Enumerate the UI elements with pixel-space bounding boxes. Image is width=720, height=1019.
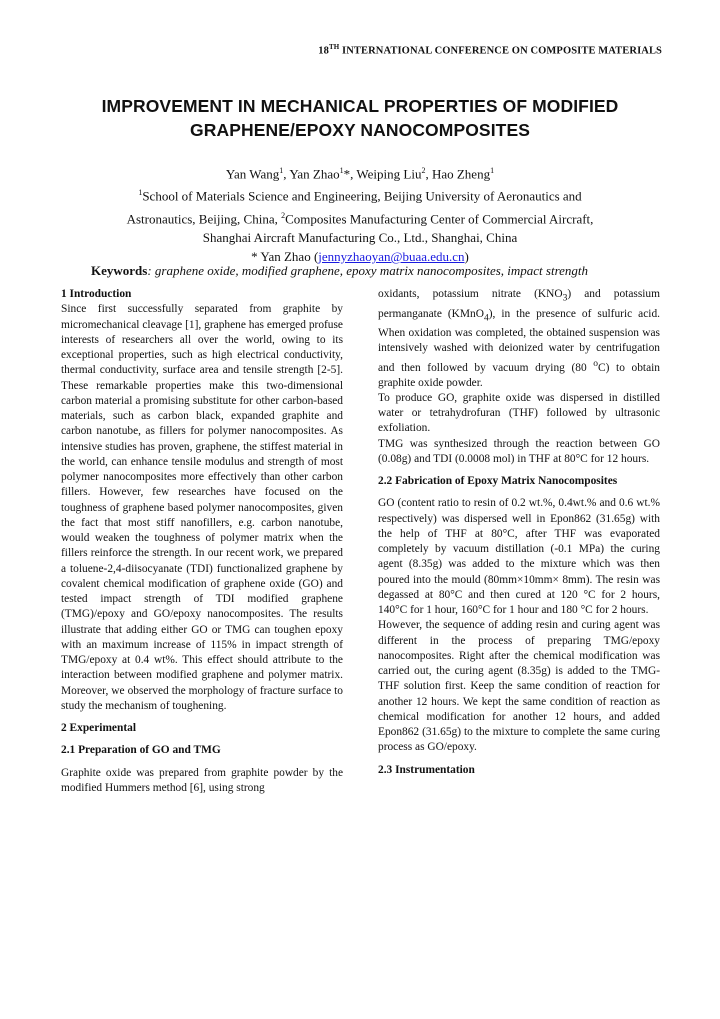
title-line-1: IMPROVEMENT IN MECHANICAL PROPERTIES OF MODIFIED <box>101 96 619 116</box>
paragraph-oxidation <box>378 287 660 391</box>
right-column <box>378 287 660 778</box>
corresponding-suffix: ) <box>464 248 469 264</box>
corresponding-prefix: * Yan Zhao ( <box>251 248 319 264</box>
affiliation-text: Astronautics, Beijing, China, <box>126 210 282 226</box>
header-ordinal: TH <box>329 43 340 51</box>
corresponding-mark: * <box>343 166 351 182</box>
section-heading-introduction: 1 Introduction <box>61 288 132 300</box>
affiliation-text: School of Materials Science and Engineering, Beijing University of Aeronautics and <box>142 188 582 204</box>
author-name: Yan Wang <box>225 166 280 182</box>
paragraph-2-1: Graphite oxide was prepared from graphite powder by the modified Hummers method [6], using strong <box>61 766 343 794</box>
conference-header <box>0 43 662 57</box>
left-column <box>61 287 343 796</box>
paragraph-fabrication: GO (content ratio to resin of 0.2 wt.%, 0.4wt.% and 0.6 wt.% respectively) was dispersed well in Epon862 (31.65g) with the help of THF at 80°C, after THF was evaporated completely by vacuum distillation (-0.1 MPa) the curing agent (8.35g) was added to the mixture which was then poured into the mould (80mm×10mm× 8mm). The resin was degassed at 80°C and then cured at 120 °C for 2 hours, 140°C for 1 hour, 160°C for 1 hour and 180 °C for 2 hours. <box>378 497 660 617</box>
subscript: 4 <box>483 312 489 323</box>
subscript: 3 <box>562 293 568 304</box>
affiliation-text: Composites Manufacturing Center of Commercial Aircraft, <box>285 210 594 226</box>
affiliation-sup: 1 <box>138 188 143 198</box>
header-number: 18 <box>318 45 329 57</box>
paragraph-sequence: However, the sequence of adding resin and curing agent was different in the process of preparing TMG/epoxy nanocomposites. Right after the chemical modification was carried out, the curing agent (8.35g) is added to the TMG- THF solution first. Keep the same condition of reaction for another 12 hours. We kept the same condition of reaction as chemical modification for another 12 hours, and added Epon862 (31.65g) to the mixture to complete the same curing process as GO/epoxy. <box>378 619 660 754</box>
keywords <box>91 263 588 279</box>
author-sup: 1 <box>279 166 284 175</box>
title-line-2: GRAPHENE/EPOXY NANOCOMPOSITES <box>190 120 530 140</box>
intro-paragraph: Since first successfully separated from graphite by micromechanical cleavage [1], graphene has emerged profuse interests of researchers all over the world, owing to its exceptional properties, such as high electrical conductivity, thermal conductivity, surface area and tensile strength [2-5]. These remarkable properties make this two-dimensional carbon material a promising substitute for other carbon-based materials, such as carbon black, expanded graphite and carbon nanotube, as fillers for polymer nanocomposites. As intensive studies has proven, graphene, the stiffest material in the world, can enhance tensile modulus and strength of most polymer nanocomposites more effectively than other carbon fillers. However, few researches have focused on the toughness of graphene based polymer nanocomposites, given the fact that most stiff nanofillers, e.g. carbon nanotube, would weaken the toughness of polymer matrix when the fillers reinforce the strength. In our recent work, we prepared a toluene-2,4-diisocyanate (TDI) functionalized graphene by covalent chemical modification of graphene oxide (GO) and tested impact strength of TDI modified graphene (TMG)/epoxy and GO/epoxy nanocomposites. The results illustrate that adding either GO or TMG can toughen epoxy with an maximum increase of 115% in impact strength of TMG/epoxy at 0.4 wt%. This effect should attribute to the interaction between modified graphene and polymer matrix. Moreover, we observed the morphology of fracture surface to study the mechanism of toughening. <box>61 303 343 712</box>
subsection-heading-2-1: 2.1 Preparation of GO and TMG <box>61 744 221 757</box>
subsection-heading-2-2: 2.2 Fabrication of Epoxy Matrix Nanocomposites <box>378 475 618 488</box>
text-run: oxidants, potassium nitrate (KNO <box>378 288 563 300</box>
affiliation-3: Shanghai Aircraft Manufacturing Co., Ltd., Shanghai, China <box>202 229 518 245</box>
affiliation-2 <box>60 206 660 228</box>
paragraph-tmg: TMG was synthesized through the reaction between GO (0.08g) and TDI (0.0008 mol) in THF at 80°C for 12 hours. <box>378 437 660 465</box>
author-sup: 1 <box>490 166 495 175</box>
degree-sup: o <box>593 358 599 369</box>
paper-title <box>60 94 660 142</box>
keywords-text: : graphene oxide, modified graphene, epoxy matrix nanocomposites, impact strength <box>147 263 589 278</box>
text-run: ), in the presence of sulfuric acid. When oxidation was completed, the obtained suspension was intensively washed with deionized water by centrifugation and then followed by vacuum drying (80 <box>378 307 660 374</box>
text-run: ) and potassium permanganate (KMnO <box>378 288 660 320</box>
section-heading-experimental: 2 Experimental <box>61 722 136 734</box>
author-name: Weiping Liu <box>356 166 422 182</box>
email-link[interactable]: jennyzhaoyan@buaa.edu.cn <box>318 248 465 264</box>
header-text: INTERNATIONAL CONFERENCE ON COMPOSITE MATERIALS <box>339 45 662 57</box>
paragraph-go: To produce GO, graphite oxide was dispersed in distilled water or tetrahydrofuran (THF) followed by ultrasonic exfoliation. <box>378 391 660 435</box>
author-sup: 2 <box>421 166 426 175</box>
author-name: Yan Zhao <box>289 166 340 182</box>
author-block <box>60 161 660 266</box>
author-sup: 1 <box>339 166 344 175</box>
author-list: Yan Wang$^1$, Yan Zhao$^1$*, Weiping Liu$^2$, Hao Zheng$^1$ <box>225 166 495 182</box>
affiliation-sup: 2 <box>281 210 286 220</box>
author-name: Hao Zheng <box>431 166 491 182</box>
subsection-heading-2-3: 2.3 Instrumentation <box>378 763 475 776</box>
affiliation-1 <box>60 183 660 205</box>
keywords-label: Keywords <box>91 263 148 278</box>
text-run: C) to obtain graphite oxide powder. <box>378 361 660 389</box>
